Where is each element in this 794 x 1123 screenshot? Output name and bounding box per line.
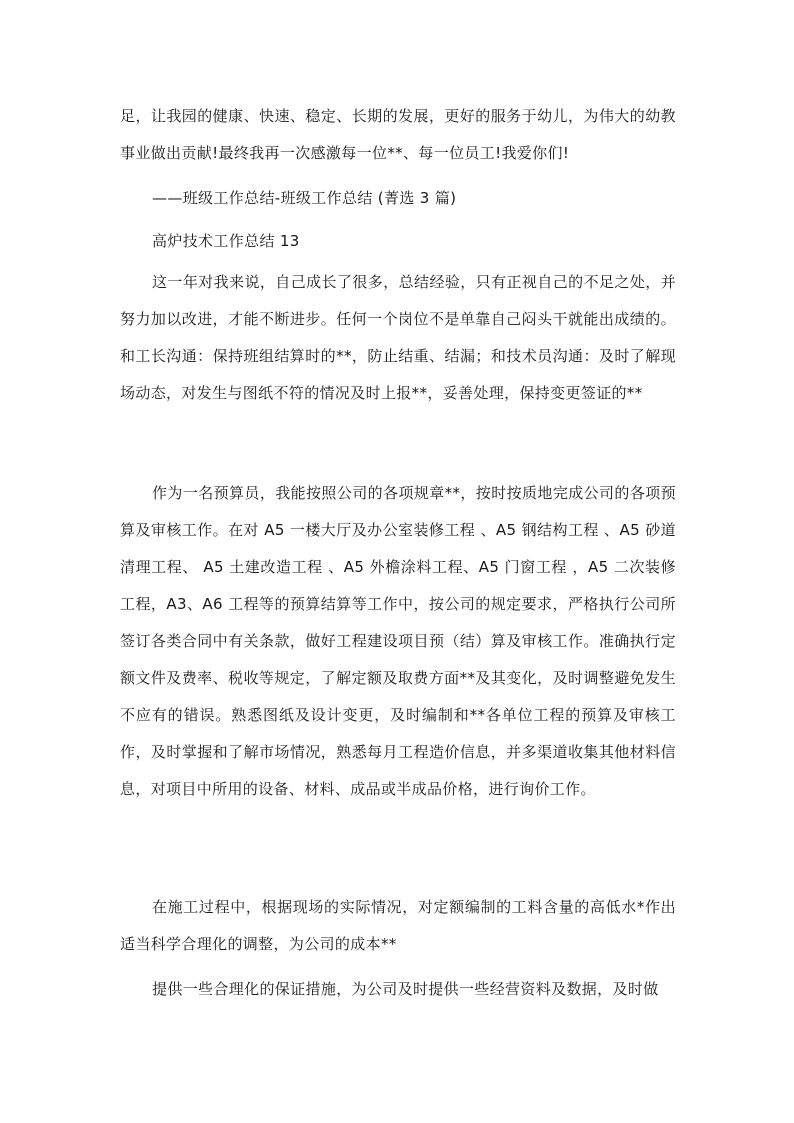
paragraph-source-note: ——班级工作总结-班级工作总结 (菁选 3 篇)	[152, 189, 457, 207]
section-heading: 高炉技术工作总结 13	[152, 232, 300, 250]
paragraph-construction-adjustment: 在施工过程中，根据现场的实际情况，对定额编制的工料含量的高低水*作出适当科学合理化的调整，为公司的成本**	[120, 898, 676, 953]
paragraph-growth-summary: 这一年对我来说，自己成长了很多，总结经验，只有正视自己的不足之处，并努力加以改进，才能不断进步。任何一个岗位不是单靠自己闷头干就能出成绩的。和工长沟通：保持班组结算时的**，防止结重、结漏；和技术员沟通：及时了解现场动态，对发生与图纸不符的情况及时上报**，妥善处理，保持变更签证的**	[120, 273, 676, 402]
paragraph-budget-work: 作为一名预算员，我能按照公司的各项规章**，按时按质地完成公司的各项预算及审核工作。在对 A5 一楼大厅及办公室装修工程 、A5 钢结构工程 、A5 砂道清理工程、 A5 土建改造工程 、A5 外檐涂料工程、A5 门窗工程 ，A5 二次装修工程，A3、A6 工程等的预算结算等工作中，按公司的规定要求，严格执行公司所签订各类合同中有关条款，做好工程建设项目预（结）算及审核工作。准确执行定额文件及费率、税收等规定，了解定额及取费方面**及其变化，及时调整避免发生不应有的错误。熟悉图纸及设计变更，及时编制和**各单位工程的预算及审核工作，及时掌握和了解市场情况，熟悉每月工程造价信息，并多渠道收集其他材料信息，对项目中所用的设备、材料、成品或半成品价格，进行询价工作。	[120, 484, 676, 798]
paragraph-closing-thanks: 足，让我园的健康、快速、稳定、长期的发展，更好的服务于幼儿，为伟大的幼教事业做出贡献!最终我再一次感激每一位**、每一位员工!我爱你们!	[120, 107, 676, 162]
paragraph-measures: 提供一些合理化的保证措施，为公司及时提供一些经营资料及数据，及时做	[152, 980, 659, 998]
